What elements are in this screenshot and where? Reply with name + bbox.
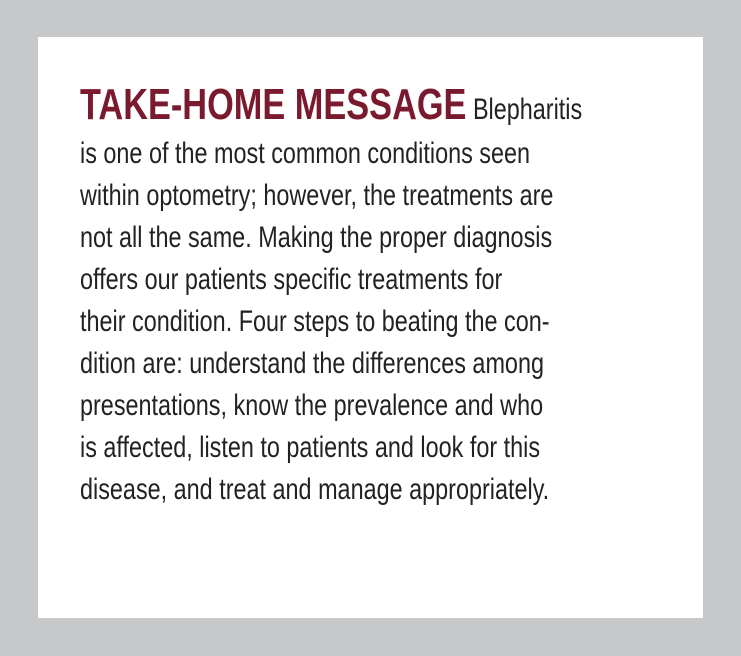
body-line-5: offers our patients specific treatments for [80,263,503,296]
body-line-3: within optometry; however, the treatments are [80,179,554,212]
body-line-6: their condition. Four steps to beating the con- [80,305,550,338]
heading: TAKE-HOME MESSAGE [80,80,467,129]
first-line [80,77,583,133]
body-line-7: dition are: understand the differences among [80,347,544,380]
body-line-2: is one of the most common conditions seen [80,137,531,170]
take-home-message-box [38,37,703,618]
body-line-10: disease, and treat and manage appropriately. [80,473,550,506]
body-line-4: not all the same. Making the proper diagnosis [80,221,553,254]
message-body [80,77,680,511]
body-line-9: is affected, listen to patients and look for this [80,431,541,464]
body-line-8: presentations, know the prevalence and who [80,389,544,422]
body-line-1: Blepharitis [472,93,583,126]
